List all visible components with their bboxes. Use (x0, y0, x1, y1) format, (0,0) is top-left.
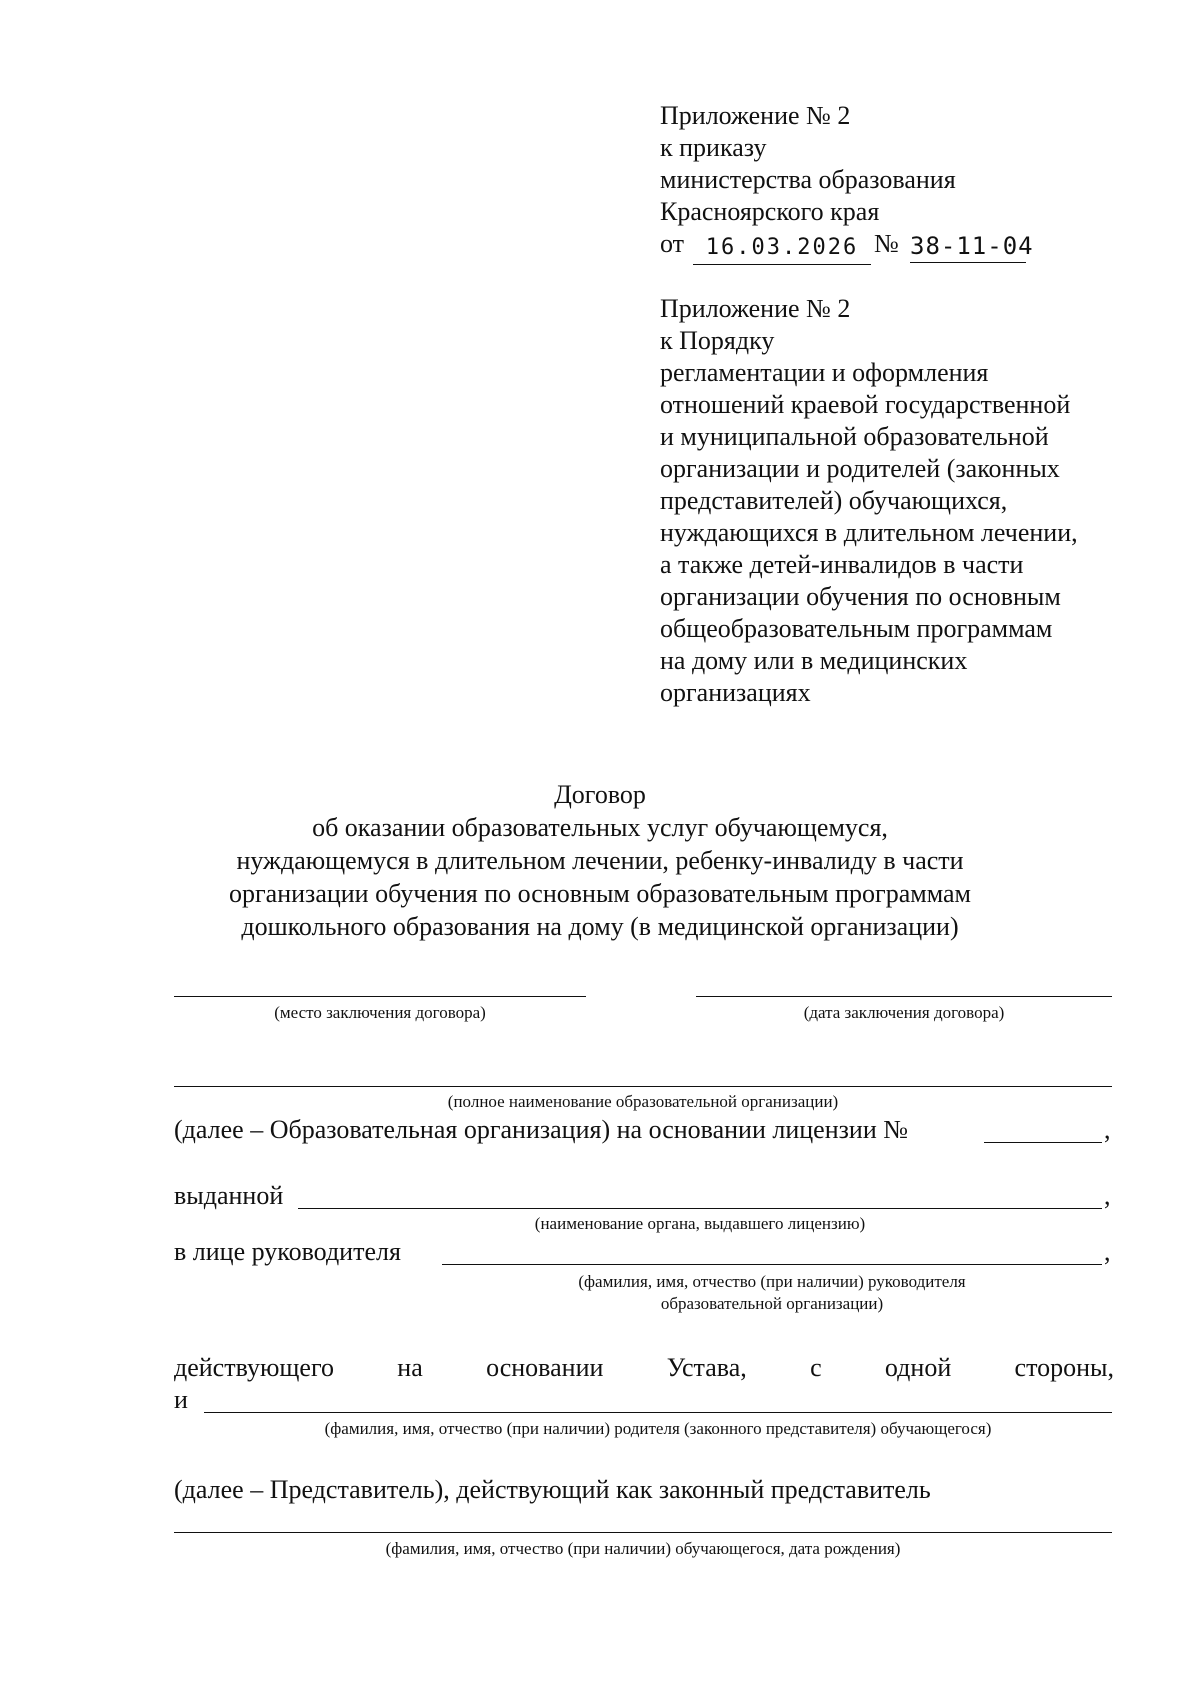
procedure-line: общеобразовательным программам (660, 614, 1053, 643)
procedure-line: а также детей-инвалидов в части (660, 550, 1024, 579)
number-label: № (874, 229, 899, 258)
date-line[interactable] (696, 996, 1112, 997)
order-number-field (910, 230, 1034, 263)
acting-row (174, 1352, 1114, 1384)
title-line: об оказании образовательных услуг обучающемуся, (312, 813, 888, 842)
procedure-line: представителей) обучающихся, (660, 486, 1008, 515)
acting-word: действующего (174, 1353, 334, 1382)
acting-word: основании (486, 1353, 604, 1382)
head-line[interactable] (442, 1264, 1102, 1265)
procedure-line: нуждающихся в длительном лечении, (660, 518, 1078, 547)
procedure-line: организации обучения по основным (660, 582, 1061, 611)
appendix-procedure-block (660, 293, 1078, 709)
procedure-line: отношений краевой государственной (660, 390, 1071, 419)
student-caption: (фамилия, имя, отчество (при наличии) обучающегося, дата рождения) (385, 1539, 901, 1558)
title-line: организации обучения по основным образовательным программам (229, 879, 971, 908)
place-caption: (место заключения договора) (274, 1003, 486, 1022)
org-name-caption: (полное наименование образовательной организации) (447, 1092, 839, 1111)
procedure-line: Приложение № 2 (660, 294, 851, 323)
org-text: (далее – Образовательная организация) на основании лицензии № (174, 1115, 909, 1144)
date-caption: (дата заключения договора) (803, 1003, 1005, 1022)
head-comma: , (1104, 1237, 1111, 1266)
acting-word: с (810, 1353, 822, 1382)
acting-word: Устава, (666, 1353, 747, 1382)
procedure-line: к Порядку (660, 326, 775, 355)
appendix-order-date-row (660, 228, 1034, 260)
appendix-order-line3: министерства образования (660, 165, 956, 194)
head-caption-1: (фамилия, имя, отчество (при наличии) руководителя (578, 1272, 966, 1291)
head-label: в лице руководителя (174, 1237, 401, 1266)
and-label: и (174, 1385, 188, 1414)
issued-caption: (наименование органа, выдавшего лицензию) (534, 1214, 866, 1233)
appendix-order-line1: Приложение № 2 (660, 101, 851, 130)
from-label: от (660, 229, 685, 258)
license-number-line[interactable] (984, 1142, 1102, 1143)
procedure-line: организации и родителей (законных (660, 454, 1060, 483)
acting-word: одной (884, 1353, 952, 1382)
student-line[interactable] (174, 1532, 1112, 1533)
rep-text: (далее – Представитель), действующий как законный представитель (174, 1475, 931, 1504)
parent-caption: (фамилия, имя, отчество (при наличии) родителя (законного представителя) обучающегося) (324, 1419, 992, 1438)
procedure-line: регламентации и оформления (660, 358, 989, 387)
head-caption-2: образовательной организации) (660, 1294, 884, 1313)
issued-label: выданной (174, 1181, 284, 1210)
title-line: нуждающемуся в длительном лечении, ребенку-инвалиду в части (236, 846, 964, 875)
order-number-value: 38-11-04 (910, 232, 1034, 260)
place-line[interactable] (174, 996, 586, 997)
procedure-line: организациях (660, 678, 811, 707)
appendix-order-block (660, 100, 1034, 260)
parent-line[interactable] (204, 1412, 1112, 1413)
order-date-value: 16.03.2026 (705, 235, 859, 260)
appendix-order-line4: Красноярского края (660, 197, 880, 226)
procedure-line: и муниципальной образовательной (660, 422, 1049, 451)
license-comma: , (1104, 1115, 1111, 1144)
acting-word: стороны, (1014, 1353, 1114, 1382)
org-name-line[interactable] (174, 1086, 1112, 1087)
contract-title (0, 778, 1200, 943)
issued-comma: , (1104, 1181, 1111, 1210)
title-line: дошкольного образования на дому (в медицинской организации) (241, 912, 959, 941)
appendix-order-line2: к приказу (660, 133, 767, 162)
acting-word: на (397, 1353, 423, 1382)
issued-line[interactable] (298, 1208, 1102, 1209)
order-date-field (693, 230, 871, 265)
title-line: Договор (554, 780, 646, 809)
procedure-line: на дому или в медицинских (660, 646, 968, 675)
